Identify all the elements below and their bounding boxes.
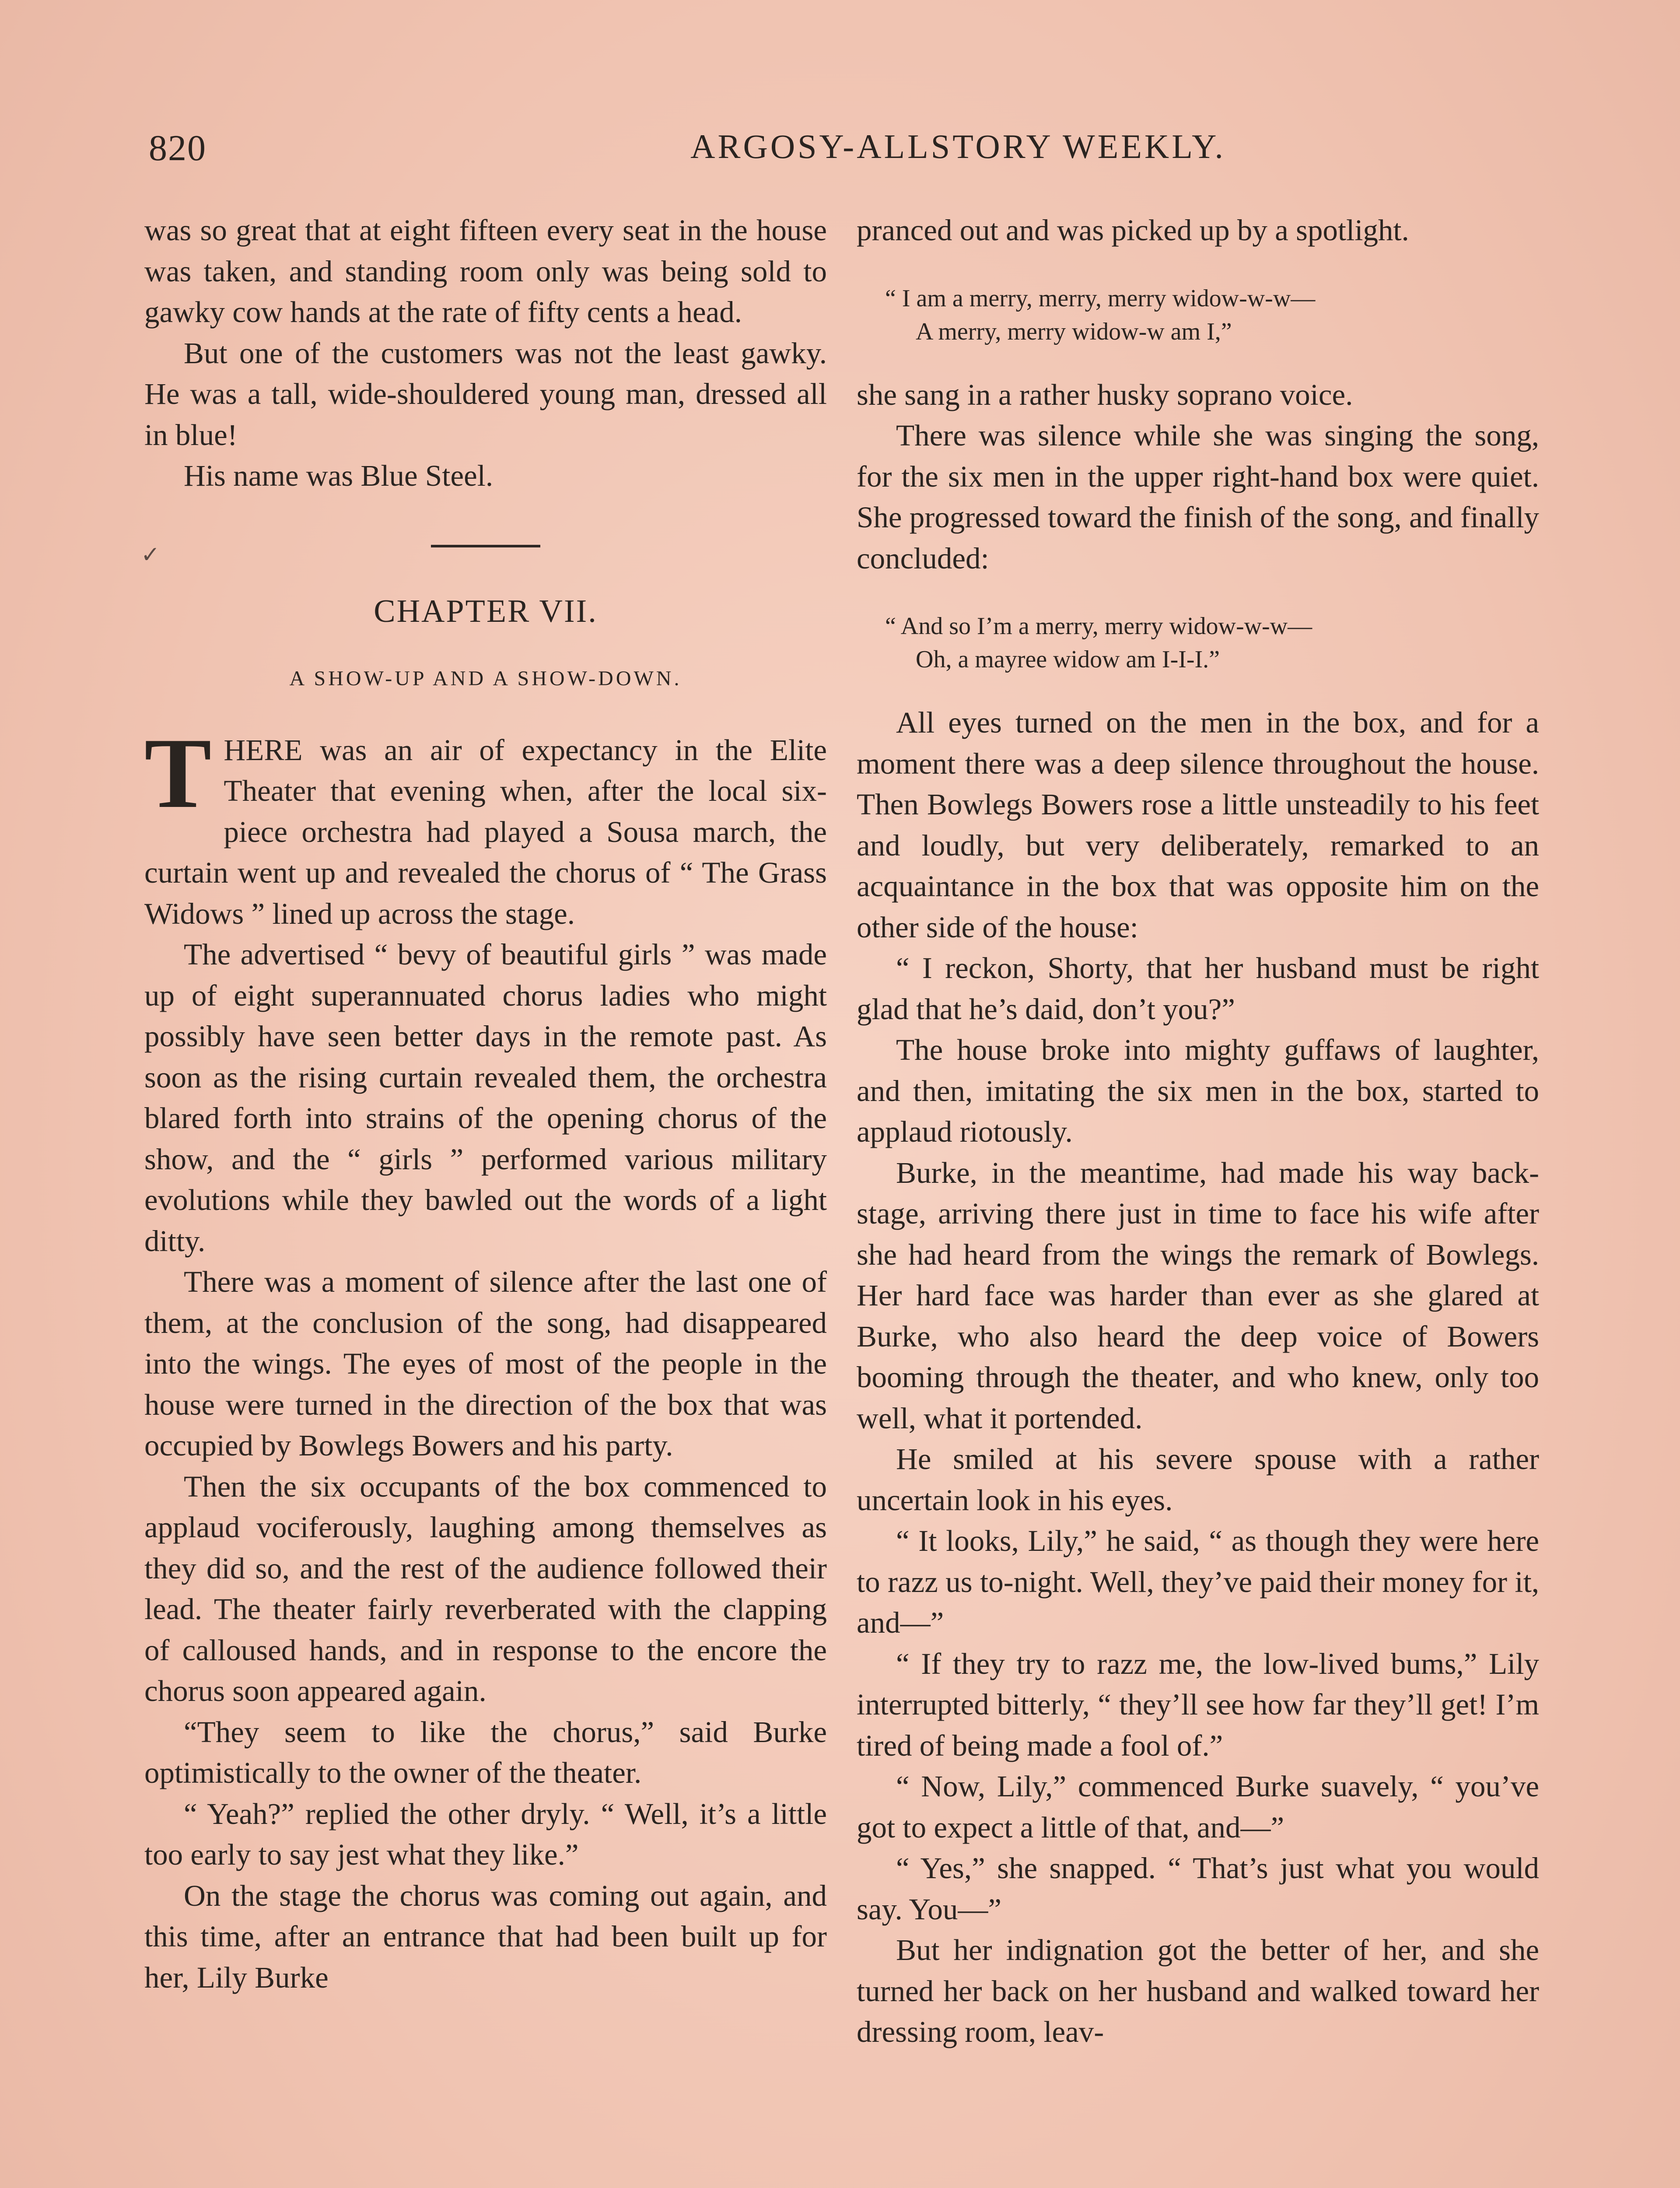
paragraph: “ Now, Lily,” commenced Burke suavely, “ you’ve got to expect a little of that, and—” — [857, 1770, 1539, 1844]
paragraph: pranced out and was picked up by a spotlight. — [857, 214, 1409, 247]
paragraph: Burke, in the meantime, had made his way back-stage, arriving there just in time to face his wife after she had heard from the wings the remark of Bowlegs. Her hard face was harder than ever as she glared at Burke, who also heard the deep voice of Bowers booming through the theater, and who knew, only too well, what it portended. — [857, 1156, 1539, 1435]
paragraph: The house broke into mighty guffaws of laughter, and then, imitating the six men in the box, started to applaud riotously. — [857, 1033, 1539, 1148]
stray-pencil-mark: ✓ — [141, 543, 160, 568]
paragraph: “ If they try to razz me, the low-lived bums,” Lily interrupted bitterly, “ they’ll see how far they’ll get! I’m tired of being made a fool of.” — [857, 1647, 1539, 1762]
paragraph: There was a moment of silence after the last one of them, at the conclusion of the song, had disappeared into the wings. The eyes of most of the people in the house were turned in the direction of the box that was occupied by Bowlegs Bowers and his party. — [144, 1265, 827, 1462]
paragraph: The advertised “ bevy of beautiful girls ” was made up of eight superannuated chorus ladies who might possibly have seen better days in the remote past. As soon as the rising curtain revealed them, the orchestra blared forth into strains of the opening chorus of the show, and the “ girls ” performed various military evolutions while they bawled out the words of a light ditty. — [144, 938, 827, 1258]
paragraph: Then the six occupants of the box commenced to applaud vociferously, laughing among themselves as they did so, and the rest of the audience followed their lead. The theater fairly reverberated with the clapping of calloused hands, and in response to the encore the chorus soon appeared again. — [144, 1469, 827, 1708]
section-divider — [431, 545, 540, 547]
magazine-title: ARGOSY-ALLSTORY WEEKLY. — [690, 127, 1226, 165]
song-verse — [857, 282, 1539, 348]
paragraph: All eyes turned on the men in the box, and for a moment there was a deep silence throughout the house. Then Bowlegs Bowers rose a little unsteadily to his feet and loudly, but very deliberately, remarked to an acquaintance in the box that was opposite him on the other side of the house: — [857, 706, 1539, 944]
right-column — [857, 210, 1539, 2053]
verse-line: Oh, a mayree widow am I-I-I.” — [916, 646, 1220, 673]
chapter-opening-paragraph — [144, 717, 827, 935]
paragraph: “ I reckon, Shorty, that her husband must be right glad that he’s daid, don’t you?” — [857, 951, 1539, 1026]
verse-line: A merry, merry widow-w am I,” — [916, 318, 1232, 345]
paragraph: “ It looks, Lily,” he said, “ as though they were here to razz us to-night. Well, they’ve paid their money for it, and—” — [857, 1524, 1539, 1639]
paragraph: “ Yeah?” replied the other dryly. “ Well, it’s a little too early to say jest what they like.” — [144, 1797, 827, 1871]
left-column — [144, 210, 827, 1998]
paragraph: she sang in a rather husky soprano voice. — [857, 378, 1353, 411]
paragraph: But her indignation got the better of her, and she turned her back on her husband and walked toward her dressing room, leav- — [857, 1933, 1539, 2048]
opening-text: HERE was an air of expectancy in the Elite Theater that evening when, after the local six-piece orchestra had played a Sousa march, the curtain went up and revealed the chorus of “ The Grass Widows ” lined up across the stage. — [144, 733, 827, 930]
chapter-subtitle: A SHOW-UP AND A SHOW-DOWN. — [289, 667, 682, 690]
verse-line: “ I am a merry, merry, merry widow-w-w— — [885, 284, 1316, 312]
page-number: 820 — [149, 128, 206, 168]
paragraph: “They seem to like the chorus,” said Burke optimistically to the owner of the theater. — [144, 1715, 827, 1789]
paragraph: He smiled at his severe spouse with a rather uncertain look in his eyes. — [857, 1442, 1539, 1517]
song-verse — [857, 610, 1539, 676]
verse-line: “ And so I’m a merry, merry widow-w-w— — [885, 613, 1312, 640]
paragraph: On the stage the chorus was coming out again, and this time, after an entrance that had been built up for her, Lily Burke — [144, 1879, 827, 1994]
paragraph: But one of the customers was not the least gawky. He was a tall, wide-shouldered young man, dressed all in blue! — [144, 336, 827, 452]
paragraph: was so great that at eight fifteen every seat in the house was taken, and standing room only was being sold to gawky cow hands at the rate of fifty cents a head. — [144, 214, 827, 329]
chapter-heading: CHAPTER VII. — [374, 593, 598, 629]
paragraph: There was silence while she was singing the song, for the six men in the upper right-hand box were quiet. She progressed toward the finish of the song, and finally concluded: — [857, 419, 1539, 575]
paragraph: His name was Blue Steel. — [184, 459, 494, 492]
running-head — [144, 127, 1536, 184]
drop-cap: T — [144, 717, 212, 829]
paragraph: “ Yes,” she snapped. “ That’s just what you would say. You—” — [857, 1851, 1539, 1926]
